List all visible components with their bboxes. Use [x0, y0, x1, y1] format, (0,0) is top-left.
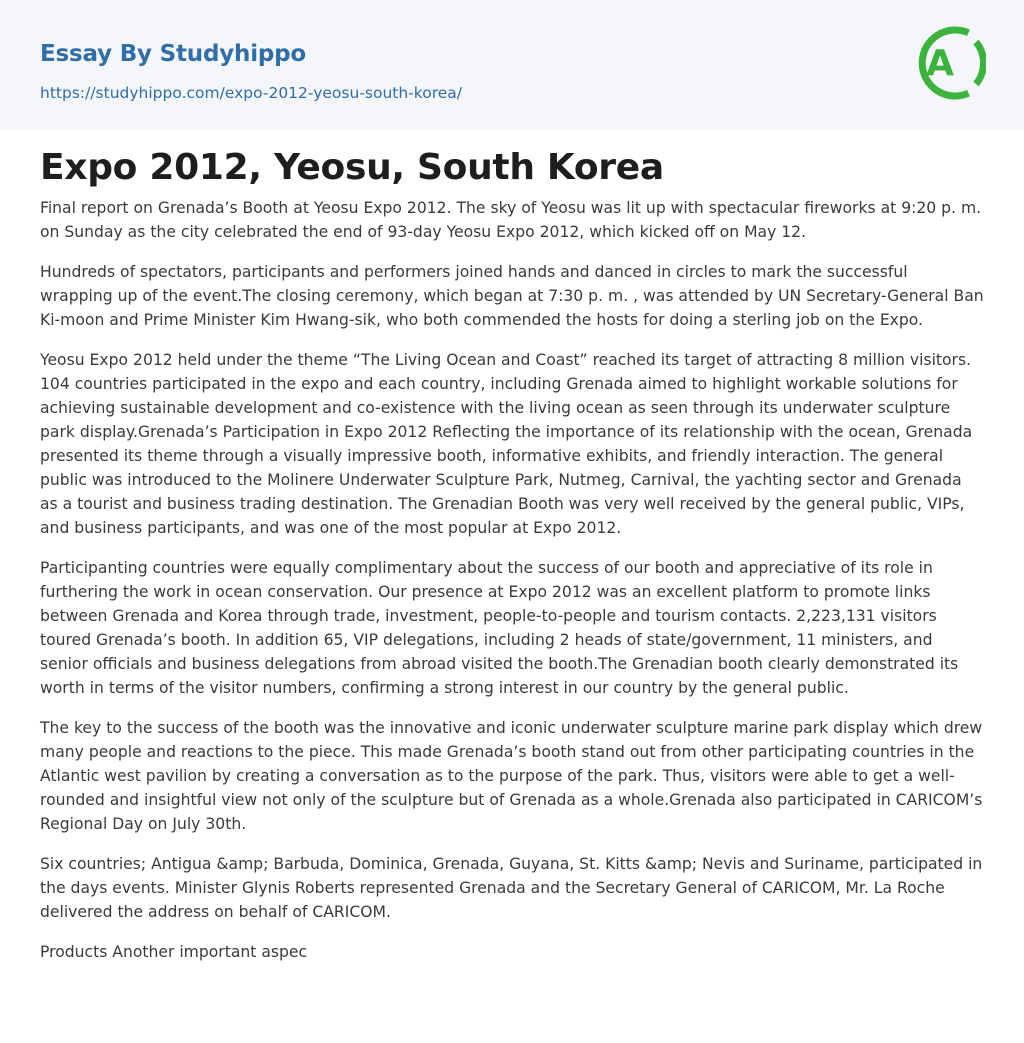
studyhippo-logo-icon[interactable] — [912, 20, 986, 106]
article-paragraph: Yeosu Expo 2012 held under the theme “The Living Ocean and Coast” reached its target of attracting 8 million visitors. 104 countries participated in the expo and each country, including Grenada aimed to highlight workable solutions for achieving sustainable development and co-existence with the living ocean as seen through its underwater sculpture park display.Grenada’s Participation in Expo 2012 Reflecting the importance of its relationship with the ocean, Grenada presented its theme through a visually impressive booth, informative exhibits, and friendly interaction. The general public was introduced to the Molinere Underwater Sculpture Park, Nutmeg, Carnival, the yachting sector and Grenada as a tourist and business trading destination. The Grenadian Booth was very well received by the general public, VIPs, and business participants, and was one of the most popular at Expo 2012. — [40, 351, 973, 537]
site-header — [0, 0, 1024, 129]
article-paragraph: Final report on Grenada’s Booth at Yeosu Expo 2012. The sky of Yeosu was lit up with spectacular fireworks at 9:20 p. m. on Sunday as the city celebrated the end of 93-day Yeosu Expo 2012, which kicked off on May 12. — [40, 199, 982, 241]
logo-ring-right — [976, 42, 984, 84]
article-paragraph: Participanting countries were equally complimentary about the success of our booth and appreciative of its role in furthering the work in ocean conservation. Our presence at Expo 2012 was an excellent platform to promote links between Grenada and Korea through trade, investment, people-to-people and tourism contacts. 2,223,131 visitors toured Grenada’s booth. In addition 65, VIP delegations, including 2 heads of state/government, 11 ministers, and senior officials and business delegations from abroad visited the booth.The Grenadian booth clearly demonstrated its worth in terms of the visitor numbers, confirming a strong interest in our country by the general public. — [40, 559, 959, 697]
article-title: Expo 2012, Yeosu, South Korea — [40, 147, 664, 188]
article — [0, 129, 1024, 964]
article-paragraph: Hundreds of spectators, participants and performers joined hands and danced in circles to mark the successful wrapping up of the event.The closing ceremony, which began at 7:30 p. m. , was attended by UN Secretary-General Ban Ki-moon and Prime Minister Kim Hwang-sik, who both commended the hosts for doing a sterling job on the Expo. — [40, 263, 984, 329]
article-paragraph: Products Another important aspec — [40, 943, 308, 961]
logo-letter: A — [926, 43, 954, 84]
article-paragraph: The key to the success of the booth was the innovative and iconic underwater sculpture marine park display which drew many people and reactions to the piece. This made Grenada’s booth stand out from other participating countries in the Atlantic west pavilion by creating a conversation as to the purpose of the park. Thus, visitors were able to get a well-rounded and insightful view not only of the sculpture but of Grenada as a whole.Grenada also participated in CARICOM’s Regional Day on July 30th. — [40, 719, 983, 833]
brand-title[interactable]: Essay By Studyhippo — [40, 41, 307, 67]
article-paragraph: Six countries; Antigua &amp; Barbuda, Dominica, Grenada, Guyana, St. Kitts &amp; Nevis and Suriname, participated in the days events. Minister Glynis Roberts represented Grenada and the Secretary General of CARICOM, Mr. La Roche delivered the address on behalf of CARICOM. — [40, 855, 983, 921]
source-url-link[interactable]: https://studyhippo.com/expo-2012-yeosu-south-korea/ — [40, 84, 462, 102]
